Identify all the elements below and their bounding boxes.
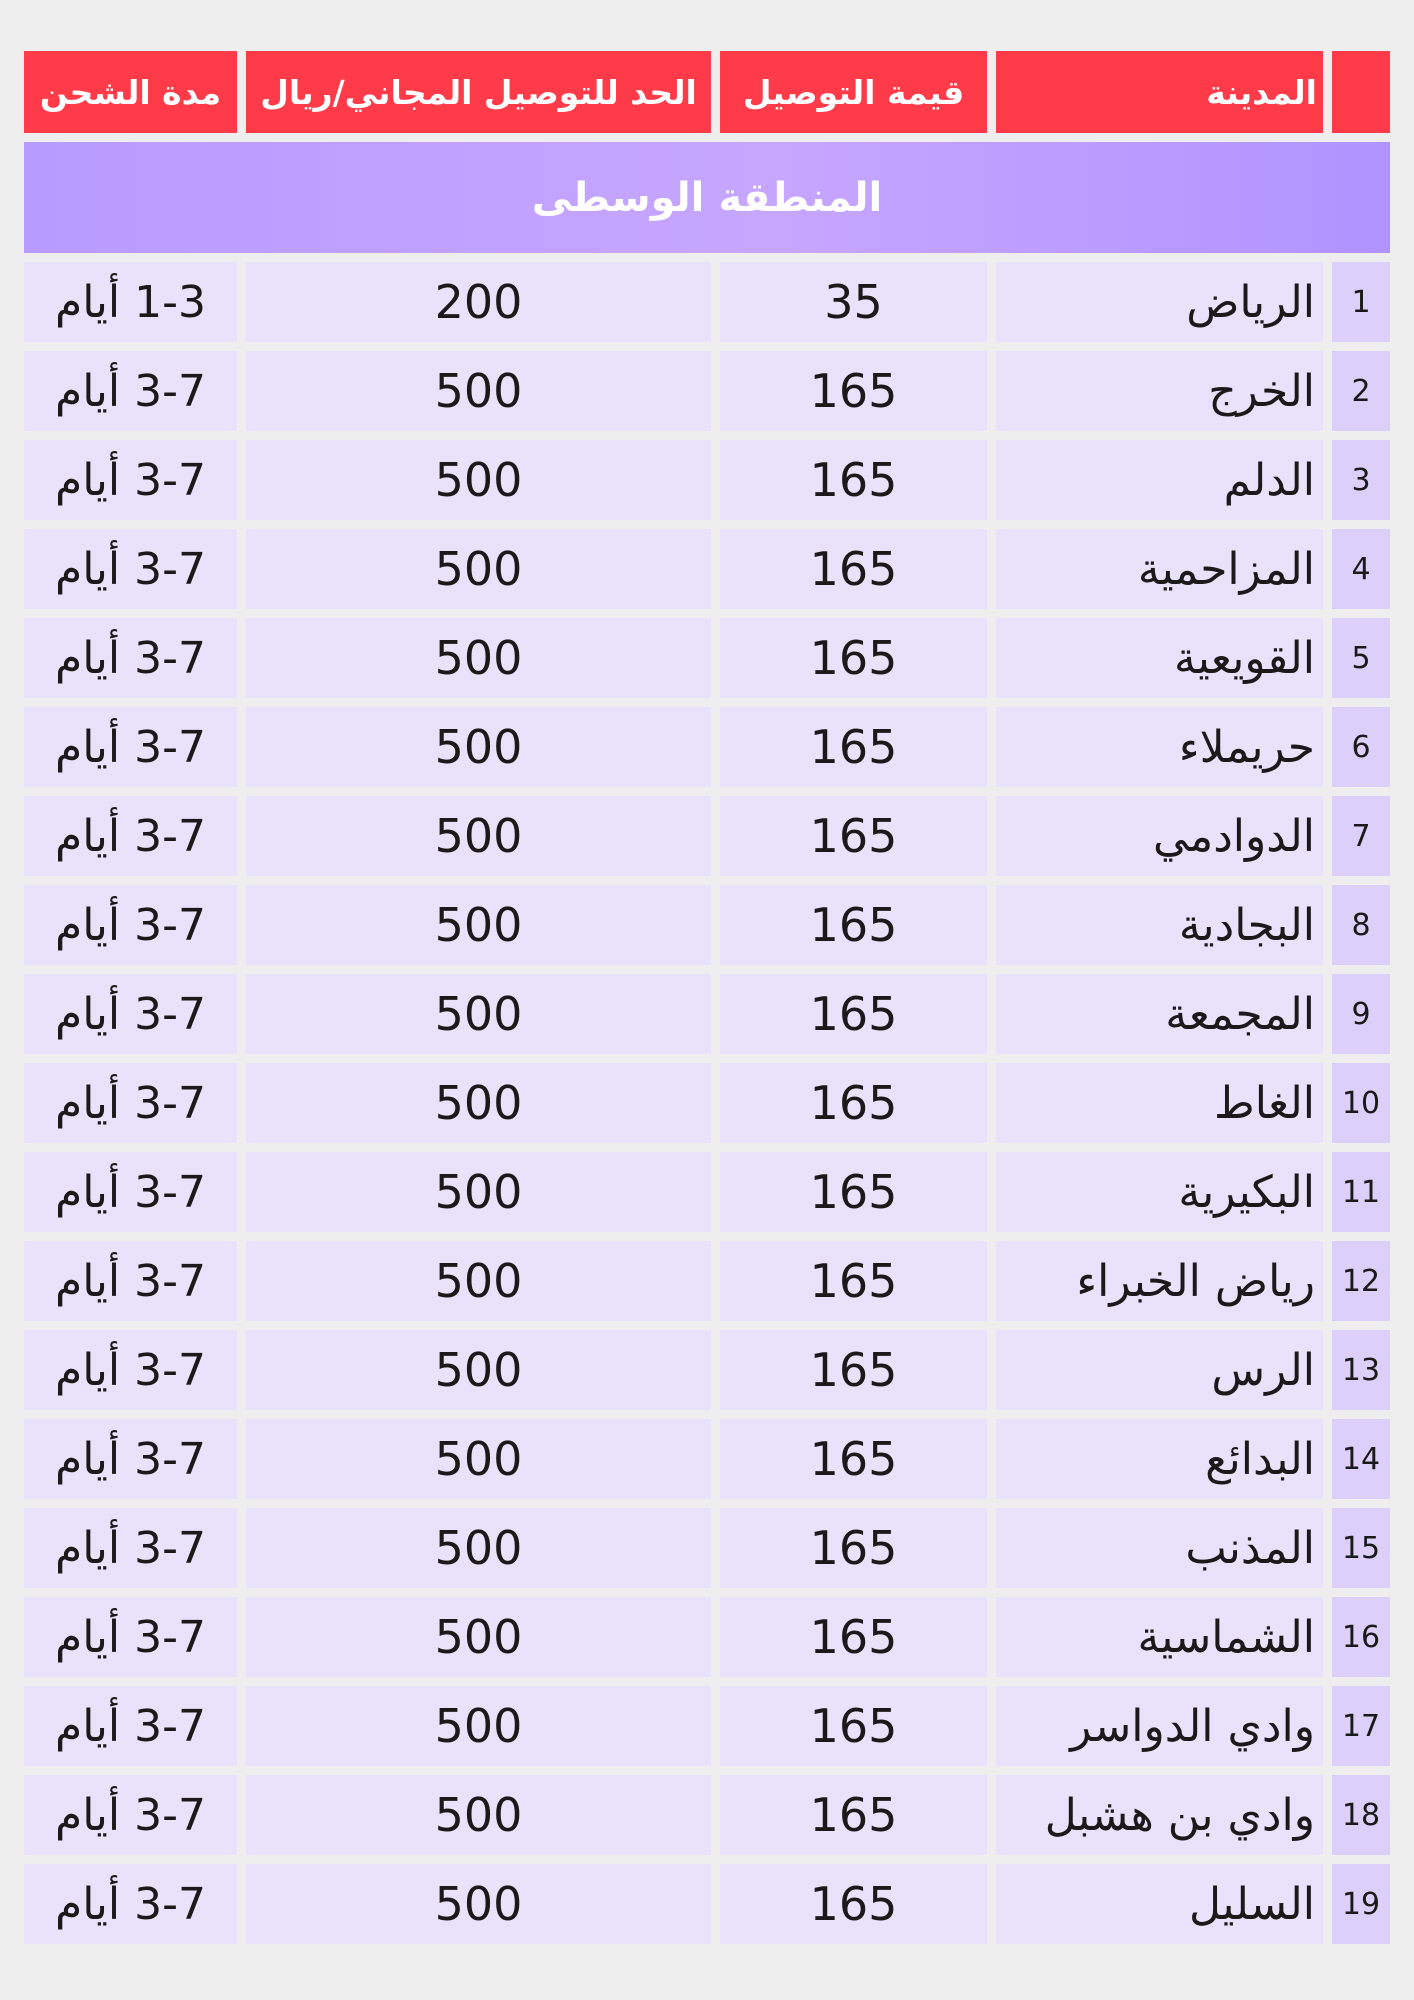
row-number: 11 xyxy=(1332,1152,1390,1232)
free-delivery-threshold: 500 xyxy=(246,707,711,787)
shipping-duration: 3-7 أيام xyxy=(24,1597,237,1677)
row-number: 6 xyxy=(1332,707,1390,787)
delivery-fee: 35 xyxy=(720,262,987,342)
city-name: رياض الخبراء xyxy=(996,1241,1323,1321)
delivery-fee: 165 xyxy=(720,1775,987,1855)
shipping-duration: 3-7 أيام xyxy=(24,440,237,520)
free-delivery-threshold: 500 xyxy=(246,1775,711,1855)
row-number: 2 xyxy=(1332,351,1390,431)
delivery-fee: 165 xyxy=(720,529,987,609)
free-delivery-threshold: 500 xyxy=(246,1063,711,1143)
table-row xyxy=(24,1241,1390,1321)
table-row xyxy=(24,262,1390,342)
delivery-fee: 165 xyxy=(720,1241,987,1321)
delivery-fee: 165 xyxy=(720,1063,987,1143)
delivery-fee: 165 xyxy=(720,1152,987,1232)
delivery-fee: 165 xyxy=(720,440,987,520)
table-row xyxy=(24,1419,1390,1499)
shipping-duration: 3-7 أيام xyxy=(24,885,237,965)
city-name: وادي بن هشبل xyxy=(996,1775,1323,1855)
shipping-duration: 3-7 أيام xyxy=(24,351,237,431)
free-delivery-threshold: 500 xyxy=(246,885,711,965)
city-name: الدوادمي xyxy=(996,796,1323,876)
free-delivery-threshold: 500 xyxy=(246,1508,711,1588)
row-number: 3 xyxy=(1332,440,1390,520)
delivery-fee: 165 xyxy=(720,1330,987,1410)
shipping-duration: 3-7 أيام xyxy=(24,1686,237,1766)
shipping-duration: 3-7 أيام xyxy=(24,1419,237,1499)
shipping-duration: 3-7 أيام xyxy=(24,1152,237,1232)
shipping-duration: 3-7 أيام xyxy=(24,1330,237,1410)
row-number: 8 xyxy=(1332,885,1390,965)
shipping-duration: 1-3 أيام xyxy=(24,262,237,342)
city-name: الشماسية xyxy=(996,1597,1323,1677)
city-name: البدائع xyxy=(996,1419,1323,1499)
table-row xyxy=(24,1508,1390,1588)
table-row xyxy=(24,885,1390,965)
city-name: البجادية xyxy=(996,885,1323,965)
shipping-duration: 3-7 أيام xyxy=(24,618,237,698)
city-name: المزاحمية xyxy=(996,529,1323,609)
table-row xyxy=(24,1864,1390,1944)
table-row xyxy=(24,440,1390,520)
table-header-row xyxy=(24,51,1390,133)
row-number: 15 xyxy=(1332,1508,1390,1588)
table-row xyxy=(24,974,1390,1054)
row-number: 1 xyxy=(1332,262,1390,342)
shipping-duration: 3-7 أيام xyxy=(24,1241,237,1321)
city-name: المجمعة xyxy=(996,974,1323,1054)
row-number: 4 xyxy=(1332,529,1390,609)
city-name: الرياض xyxy=(996,262,1323,342)
city-name: الدلم xyxy=(996,440,1323,520)
header-shipping-duration: مدة الشحن xyxy=(24,51,237,133)
row-number: 7 xyxy=(1332,796,1390,876)
delivery-fee: 165 xyxy=(720,1864,987,1944)
header-number-cell xyxy=(1332,51,1390,133)
shipping-duration: 3-7 أيام xyxy=(24,1063,237,1143)
region-banner: المنطقة الوسطى xyxy=(24,142,1390,253)
row-number: 9 xyxy=(1332,974,1390,1054)
table-row xyxy=(24,796,1390,876)
header-city: المدينة xyxy=(996,51,1323,133)
free-delivery-threshold: 500 xyxy=(246,351,711,431)
header-delivery-fee: قيمة التوصيل xyxy=(720,51,987,133)
free-delivery-threshold: 500 xyxy=(246,1419,711,1499)
shipping-duration: 3-7 أيام xyxy=(24,1775,237,1855)
table-row xyxy=(24,618,1390,698)
shipping-duration: 3-7 أيام xyxy=(24,1864,237,1944)
free-delivery-threshold: 500 xyxy=(246,1330,711,1410)
table-row xyxy=(24,1330,1390,1410)
table-body xyxy=(24,262,1390,1944)
table-row xyxy=(24,1686,1390,1766)
shipping-duration: 3-7 أيام xyxy=(24,529,237,609)
free-delivery-threshold: 500 xyxy=(246,1597,711,1677)
free-delivery-threshold: 500 xyxy=(246,1152,711,1232)
shipping-duration: 3-7 أيام xyxy=(24,974,237,1054)
city-name: المذنب xyxy=(996,1508,1323,1588)
row-number: 18 xyxy=(1332,1775,1390,1855)
row-number: 12 xyxy=(1332,1241,1390,1321)
city-name: حريملاء xyxy=(996,707,1323,787)
shipping-duration: 3-7 أيام xyxy=(24,707,237,787)
row-number: 17 xyxy=(1332,1686,1390,1766)
delivery-fee: 165 xyxy=(720,351,987,431)
free-delivery-threshold: 500 xyxy=(246,1241,711,1321)
city-name: الغاط xyxy=(996,1063,1323,1143)
free-delivery-threshold: 500 xyxy=(246,1864,711,1944)
delivery-fee: 165 xyxy=(720,974,987,1054)
free-delivery-threshold: 500 xyxy=(246,796,711,876)
delivery-fee: 165 xyxy=(720,707,987,787)
delivery-fee: 165 xyxy=(720,1508,987,1588)
table-row xyxy=(24,1597,1390,1677)
row-number: 16 xyxy=(1332,1597,1390,1677)
free-delivery-threshold: 500 xyxy=(246,1686,711,1766)
delivery-fee: 165 xyxy=(720,1419,987,1499)
city-name: وادي الدواسر xyxy=(996,1686,1323,1766)
city-name: السليل xyxy=(996,1864,1323,1944)
shipping-duration: 3-7 أيام xyxy=(24,796,237,876)
city-name: البكيرية xyxy=(996,1152,1323,1232)
shipping-duration: 3-7 أيام xyxy=(24,1508,237,1588)
table-row xyxy=(24,707,1390,787)
row-number: 5 xyxy=(1332,618,1390,698)
row-number: 10 xyxy=(1332,1063,1390,1143)
city-name: القويعية xyxy=(996,618,1323,698)
delivery-fee: 165 xyxy=(720,1686,987,1766)
header-free-delivery-threshold: الحد للتوصيل المجاني/ريال xyxy=(246,51,711,133)
delivery-fee: 165 xyxy=(720,885,987,965)
table-row xyxy=(24,1152,1390,1232)
free-delivery-threshold: 500 xyxy=(246,974,711,1054)
delivery-fee: 165 xyxy=(720,618,987,698)
free-delivery-threshold: 500 xyxy=(246,618,711,698)
city-name: الخرج xyxy=(996,351,1323,431)
delivery-fee: 165 xyxy=(720,796,987,876)
shipping-rates-table xyxy=(24,51,1390,1953)
row-number: 13 xyxy=(1332,1330,1390,1410)
table-row xyxy=(24,529,1390,609)
table-row xyxy=(24,351,1390,431)
free-delivery-threshold: 500 xyxy=(246,440,711,520)
row-number: 19 xyxy=(1332,1864,1390,1944)
free-delivery-threshold: 200 xyxy=(246,262,711,342)
row-number: 14 xyxy=(1332,1419,1390,1499)
free-delivery-threshold: 500 xyxy=(246,529,711,609)
table-row xyxy=(24,1775,1390,1855)
table-row xyxy=(24,1063,1390,1143)
delivery-fee: 165 xyxy=(720,1597,987,1677)
city-name: الرس xyxy=(996,1330,1323,1410)
